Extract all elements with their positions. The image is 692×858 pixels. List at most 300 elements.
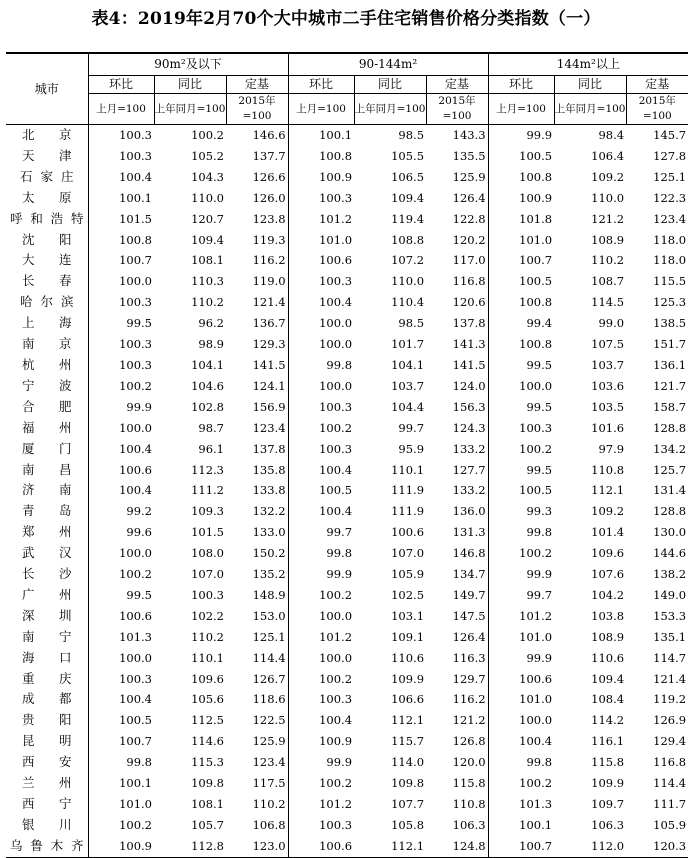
value-cell: 126.9: [653, 713, 687, 728]
value-cell: 100.3: [88, 125, 154, 146]
value-cell: 100.4: [288, 501, 354, 522]
value-cell: 114.0: [391, 755, 425, 770]
city-cell: 南宁: [22, 628, 72, 644]
value-cell: 108.7: [591, 274, 625, 289]
value-cell: 123.0: [226, 836, 288, 857]
city-cell: 成都: [22, 691, 72, 707]
city-cell: 宁波: [22, 377, 72, 393]
value-cell: 99.5: [488, 397, 554, 418]
value-cell: 109.4: [391, 190, 425, 205]
value-cell: 101.7: [391, 337, 425, 352]
value-cell: 151.7: [653, 337, 687, 352]
value-cell: 101.8: [488, 209, 554, 230]
value-cell: 124.0: [452, 378, 486, 393]
table-row: [6, 271, 688, 292]
value-cell: 131.4: [653, 483, 687, 498]
value-cell: 110.2: [591, 253, 625, 268]
value-cell: 105.8: [391, 817, 425, 832]
table-row: [6, 292, 688, 313]
value-cell: 100.9: [288, 731, 354, 752]
value-cell: 124.1: [252, 378, 286, 393]
value-cell: 100.6: [488, 669, 554, 690]
city-cell: 乌鲁木齐: [6, 836, 88, 857]
table-row: [6, 355, 688, 376]
value-cell: 111.9: [391, 504, 425, 519]
value-cell: 100.6: [88, 460, 154, 481]
table-row: [6, 606, 688, 627]
value-cell: 104.2: [591, 587, 625, 602]
value-cell: 131.3: [452, 525, 486, 540]
value-cell: 99.5: [488, 355, 554, 376]
sub-header: 环比: [488, 76, 554, 94]
value-cell: 158.7: [653, 399, 687, 414]
value-cell: 99.7: [488, 585, 554, 606]
value-cell: 101.2: [288, 209, 354, 230]
value-cell: 133.8: [252, 483, 286, 498]
group-header-medium: 90-144m²: [288, 53, 488, 76]
table-row: [6, 836, 688, 857]
value-cell: 120.7: [191, 211, 224, 226]
value-cell: 100.1: [488, 815, 554, 836]
value-cell: 146.6: [252, 128, 286, 142]
value-cell: 100.4: [288, 292, 354, 313]
value-cell: 99.9: [88, 397, 154, 418]
city-cell: 沈阳: [22, 231, 72, 247]
value-cell: 149.0: [653, 587, 687, 602]
value-cell: 100.6: [288, 836, 354, 857]
value-cell: 153.3: [653, 608, 687, 623]
value-cell: 129.3: [252, 337, 286, 352]
sub-header: 定基: [626, 76, 688, 94]
value-cell: 116.1: [591, 734, 625, 749]
sub-header: 同比: [154, 76, 226, 94]
table-row: [6, 648, 688, 669]
value-cell: 100.7: [488, 836, 554, 857]
value-cell: 109.8: [391, 776, 425, 791]
value-cell: 99.6: [88, 522, 154, 543]
value-cell: 100.0: [288, 648, 354, 669]
value-cell: 100.2: [288, 669, 354, 690]
value-cell: 135.8: [252, 462, 286, 477]
value-cell: 107.0: [191, 567, 224, 582]
value-cell: 100.2: [88, 376, 154, 397]
value-cell: 100.8: [488, 167, 554, 188]
value-cell: 100.7: [88, 250, 154, 271]
value-cell: 135.5: [452, 148, 486, 163]
value-cell: 118.0: [653, 232, 687, 247]
value-cell: 99.5: [488, 460, 554, 481]
city-cell: 福州: [22, 419, 72, 435]
value-cell: 137.8: [252, 441, 286, 456]
value-cell: 135.2: [252, 567, 286, 582]
value-cell: 100.0: [88, 418, 154, 439]
value-cell: 126.0: [252, 190, 286, 205]
value-cell: 103.1: [391, 608, 425, 623]
value-cell: 145.7: [653, 128, 687, 142]
value-cell: 105.7: [191, 817, 224, 832]
table-row: [6, 794, 688, 815]
value-cell: 100.8: [488, 292, 554, 313]
sub-header: 环比: [288, 76, 354, 94]
value-cell: 112.0: [554, 836, 626, 857]
value-cell: 125.9: [252, 734, 286, 749]
city-cell: 南京: [22, 336, 72, 352]
value-cell: 110.6: [391, 650, 425, 665]
value-cell: 100.3: [88, 146, 154, 167]
value-cell: 126.4: [452, 629, 486, 644]
value-cell: 138.2: [653, 567, 687, 582]
value-cell: 99.7: [288, 522, 354, 543]
city-header: 城市: [6, 53, 88, 125]
value-cell: 99.5: [88, 585, 154, 606]
table-row: [6, 815, 688, 836]
value-cell: 112.8: [154, 836, 226, 857]
value-cell: 110.0: [391, 274, 425, 289]
value-cell: 111.9: [391, 483, 425, 498]
value-cell: 100.0: [288, 334, 354, 355]
value-cell: 106.3: [452, 817, 486, 832]
city-cell: 青岛: [22, 503, 72, 519]
base-header: 2015年=100: [226, 94, 288, 125]
value-cell: 108.8: [391, 232, 425, 247]
value-cell: 107.6: [591, 567, 625, 582]
value-cell: 102.2: [191, 608, 224, 623]
value-cell: 109.7: [591, 797, 625, 811]
value-cell: 100.4: [488, 731, 554, 752]
table-title: 表4：2019年2月70个大中城市二手住宅销售价格分类指数（一）: [91, 9, 601, 29]
value-cell: 116.2: [252, 253, 286, 268]
value-cell: 100.4: [88, 439, 154, 460]
value-cell: 120.6: [452, 295, 486, 310]
value-cell: 95.9: [398, 441, 425, 456]
value-cell: 100.4: [88, 167, 154, 188]
value-cell: 108.9: [591, 629, 625, 644]
value-cell: 109.2: [591, 169, 625, 184]
value-cell: 121.4: [252, 295, 286, 310]
value-cell: 100.5: [488, 271, 554, 292]
value-cell: 100.6: [288, 250, 354, 271]
city-cell: 兰州: [22, 775, 72, 791]
value-cell: 100.6: [391, 525, 425, 540]
base-header: 上年同月=100: [354, 94, 426, 125]
value-cell: 101.0: [88, 794, 154, 815]
value-cell: 117.5: [252, 776, 286, 791]
value-cell: 100.5: [488, 146, 554, 167]
city-cell: 天津: [22, 147, 72, 163]
value-cell: 100.2: [288, 585, 354, 606]
table-row: [6, 418, 688, 439]
value-cell: 108.4: [591, 692, 625, 707]
city-cell: 北京: [22, 127, 72, 142]
value-cell: 107.2: [391, 253, 425, 268]
value-cell: 102.5: [391, 587, 425, 602]
value-cell: 111.2: [191, 483, 224, 498]
value-cell: 134.7: [452, 567, 486, 582]
value-cell: 114.4: [653, 776, 687, 791]
table-row: [6, 250, 688, 271]
value-cell: 100.5: [88, 710, 154, 731]
value-cell: 124.3: [452, 420, 486, 435]
value-cell: 132.2: [252, 504, 286, 519]
value-cell: 110.6: [591, 650, 625, 665]
city-cell: 长春: [22, 273, 72, 289]
value-cell: 100.5: [488, 480, 554, 501]
value-cell: 121.2: [452, 713, 486, 728]
table-row: [6, 501, 688, 522]
value-cell: 98.5: [398, 128, 425, 142]
table-row: [6, 543, 688, 564]
table-row: [6, 146, 688, 167]
value-cell: 100.3: [88, 355, 154, 376]
value-cell: 100.2: [488, 543, 554, 564]
value-cell: 101.3: [88, 627, 154, 648]
value-cell: 101.0: [488, 627, 554, 648]
value-cell: 97.9: [598, 441, 625, 456]
value-cell: 96.1: [198, 441, 224, 456]
value-cell: 101.5: [191, 525, 224, 540]
value-cell: 99.3: [488, 501, 554, 522]
value-cell: 137.8: [452, 316, 486, 331]
value-cell: 112.3: [191, 462, 224, 477]
city-cell: 西安: [22, 754, 72, 770]
value-cell: 117.0: [452, 253, 486, 268]
value-cell: 115.7: [391, 734, 425, 749]
value-cell: 118.6: [252, 692, 286, 707]
value-cell: 108.1: [191, 253, 224, 268]
value-cell: 100.3: [288, 271, 354, 292]
sub-header: 同比: [554, 76, 626, 94]
value-cell: 120.3: [626, 836, 688, 857]
table-row: [6, 439, 688, 460]
value-cell: 108.1: [191, 797, 224, 811]
value-cell: 123.8: [252, 211, 286, 226]
value-cell: 100.7: [88, 731, 154, 752]
value-cell: 98.7: [198, 420, 224, 435]
sub-header: 同比: [354, 76, 426, 94]
value-cell: 107.0: [391, 546, 425, 561]
value-cell: 128.8: [653, 504, 687, 519]
city-cell: 太原: [22, 189, 72, 205]
value-cell: 116.8: [452, 274, 486, 289]
value-cell: 100.5: [288, 480, 354, 501]
value-cell: 123.4: [653, 211, 687, 226]
value-cell: 98.4: [598, 128, 625, 142]
value-cell: 100.2: [488, 773, 554, 794]
value-cell: 99.9: [488, 125, 554, 146]
value-cell: 109.6: [191, 671, 224, 686]
value-cell: 110.2: [191, 295, 224, 310]
value-cell: 107.7: [391, 797, 425, 811]
value-cell: 105.2: [191, 148, 224, 163]
value-cell: 153.0: [252, 608, 286, 623]
value-cell: 133.0: [252, 525, 286, 540]
city-cell: 昆明: [22, 733, 72, 749]
value-cell: 109.4: [191, 232, 224, 247]
value-cell: 125.7: [653, 462, 687, 477]
base-header: 2015年=100: [626, 94, 688, 125]
value-cell: 109.3: [191, 504, 224, 519]
value-cell: 137.7: [252, 148, 286, 163]
value-cell: 100.4: [288, 710, 354, 731]
value-cell: 116.2: [452, 692, 486, 707]
value-cell: 150.2: [252, 546, 286, 561]
city-cell: 石家庄: [20, 168, 74, 184]
value-cell: 106.4: [591, 148, 625, 163]
value-cell: 105.9: [653, 817, 687, 832]
value-cell: 110.1: [391, 462, 425, 477]
value-cell: 100.0: [288, 376, 354, 397]
value-cell: 100.6: [88, 606, 154, 627]
value-cell: 119.0: [252, 274, 286, 289]
value-cell: 125.1: [653, 169, 687, 184]
group-header-small: 90m²及以下: [88, 53, 288, 76]
value-cell: 109.4: [591, 671, 625, 686]
value-cell: 101.2: [488, 606, 554, 627]
value-cell: 100.3: [88, 292, 154, 313]
value-cell: 100.3: [488, 418, 554, 439]
city-cell: 郑州: [22, 524, 72, 540]
value-cell: 100.0: [88, 543, 154, 564]
value-cell: 100.0: [488, 710, 554, 731]
city-cell: 杭州: [22, 356, 72, 372]
value-cell: 110.8: [452, 797, 486, 811]
table-row: [6, 480, 688, 501]
value-cell: 100.8: [288, 146, 354, 167]
value-cell: 100.9: [488, 188, 554, 209]
value-cell: 99.7: [398, 420, 425, 435]
value-cell: 126.7: [252, 671, 286, 686]
city-cell: 合肥: [22, 398, 72, 414]
value-cell: 123.4: [252, 420, 286, 435]
value-cell: 118.0: [653, 253, 687, 268]
value-cell: 100.0: [288, 313, 354, 334]
value-cell: 133.2: [452, 441, 486, 456]
value-cell: 112.5: [191, 713, 224, 728]
value-cell: 144.6: [653, 546, 687, 561]
value-cell: 106.3: [591, 817, 625, 832]
table-row: [6, 460, 688, 481]
value-cell: 115.5: [653, 274, 687, 289]
value-cell: 122.8: [452, 211, 486, 226]
value-cell: 103.7: [391, 378, 425, 393]
value-cell: 103.8: [591, 608, 625, 623]
value-cell: 112.1: [591, 483, 625, 498]
value-cell: 104.6: [191, 378, 224, 393]
value-cell: 149.7: [452, 587, 486, 602]
value-cell: 130.0: [653, 525, 687, 540]
table-row: [6, 773, 688, 794]
value-cell: 100.3: [191, 587, 224, 602]
value-cell: 110.0: [191, 190, 224, 205]
value-cell: 119.3: [252, 232, 286, 247]
value-cell: 99.4: [488, 313, 554, 334]
value-cell: 109.9: [591, 776, 625, 791]
value-cell: 99.8: [488, 752, 554, 773]
value-cell: 122.3: [653, 190, 687, 205]
city-cell: 广州: [22, 586, 72, 602]
sub-header: 定基: [226, 76, 288, 94]
value-cell: 100.0: [88, 648, 154, 669]
value-cell: 122.5: [252, 713, 286, 728]
value-cell: 105.6: [191, 692, 224, 707]
value-cell: 103.5: [591, 399, 625, 414]
value-cell: 100.9: [88, 836, 154, 857]
value-cell: 110.0: [591, 190, 625, 205]
city-cell: 西宁: [22, 796, 72, 811]
value-cell: 99.9: [488, 564, 554, 585]
table-row: [6, 334, 688, 355]
value-cell: 110.1: [191, 650, 224, 665]
value-cell: 99.2: [88, 501, 154, 522]
value-cell: 104.1: [391, 357, 425, 372]
city-cell: 长沙: [22, 566, 72, 582]
value-cell: 127.7: [452, 462, 486, 477]
value-cell: 100.4: [88, 480, 154, 501]
value-cell: 100.0: [288, 606, 354, 627]
value-cell: 101.0: [488, 230, 554, 251]
value-cell: 100.8: [488, 334, 554, 355]
value-cell: 125.3: [653, 295, 687, 310]
value-cell: 114.2: [591, 713, 625, 728]
value-cell: 108.0: [191, 546, 224, 561]
value-cell: 133.2: [452, 483, 486, 498]
value-cell: 126.4: [452, 190, 486, 205]
value-cell: 100.1: [288, 125, 354, 146]
value-cell: 100.0: [88, 271, 154, 292]
city-cell: 呼和浩特: [10, 210, 84, 226]
sub-header: 环比: [88, 76, 154, 94]
value-cell: 136.7: [252, 316, 286, 331]
value-cell: 112.1: [354, 836, 426, 857]
value-cell: 100.3: [88, 669, 154, 690]
value-cell: 99.0: [598, 316, 625, 331]
value-cell: 100.3: [288, 188, 354, 209]
value-cell: 100.2: [488, 439, 554, 460]
table-row: [6, 167, 688, 188]
value-cell: 138.5: [653, 316, 687, 331]
value-cell: 99.8: [288, 543, 354, 564]
value-cell: 99.9: [288, 752, 354, 773]
base-header: 上月=100: [88, 94, 154, 125]
city-cell: 厦门: [22, 440, 72, 456]
base-header: 上月=100: [288, 94, 354, 125]
value-cell: 115.3: [191, 755, 224, 770]
value-cell: 129.7: [452, 671, 486, 686]
value-cell: 121.7: [653, 378, 687, 393]
value-cell: 100.2: [88, 564, 154, 585]
value-cell: 100.3: [288, 397, 354, 418]
value-cell: 99.8: [488, 522, 554, 543]
value-cell: 110.2: [191, 629, 224, 644]
value-cell: 109.6: [591, 546, 625, 561]
value-cell: 141.5: [252, 357, 286, 372]
value-cell: 101.3: [488, 794, 554, 815]
value-cell: 101.6: [591, 420, 625, 435]
value-cell: 100.3: [88, 334, 154, 355]
value-cell: 120.0: [452, 755, 486, 770]
base-header: 上年同月=100: [554, 94, 626, 125]
value-cell: 96.2: [198, 316, 224, 331]
value-cell: 106.6: [391, 692, 425, 707]
value-cell: 147.5: [452, 608, 486, 623]
value-cell: 106.8: [252, 817, 286, 832]
value-cell: 104.3: [191, 169, 224, 184]
value-cell: 110.4: [391, 295, 425, 310]
city-cell: 上海: [22, 315, 72, 331]
value-cell: 148.9: [252, 587, 286, 602]
table-row: [6, 585, 688, 606]
value-cell: 100.2: [288, 418, 354, 439]
